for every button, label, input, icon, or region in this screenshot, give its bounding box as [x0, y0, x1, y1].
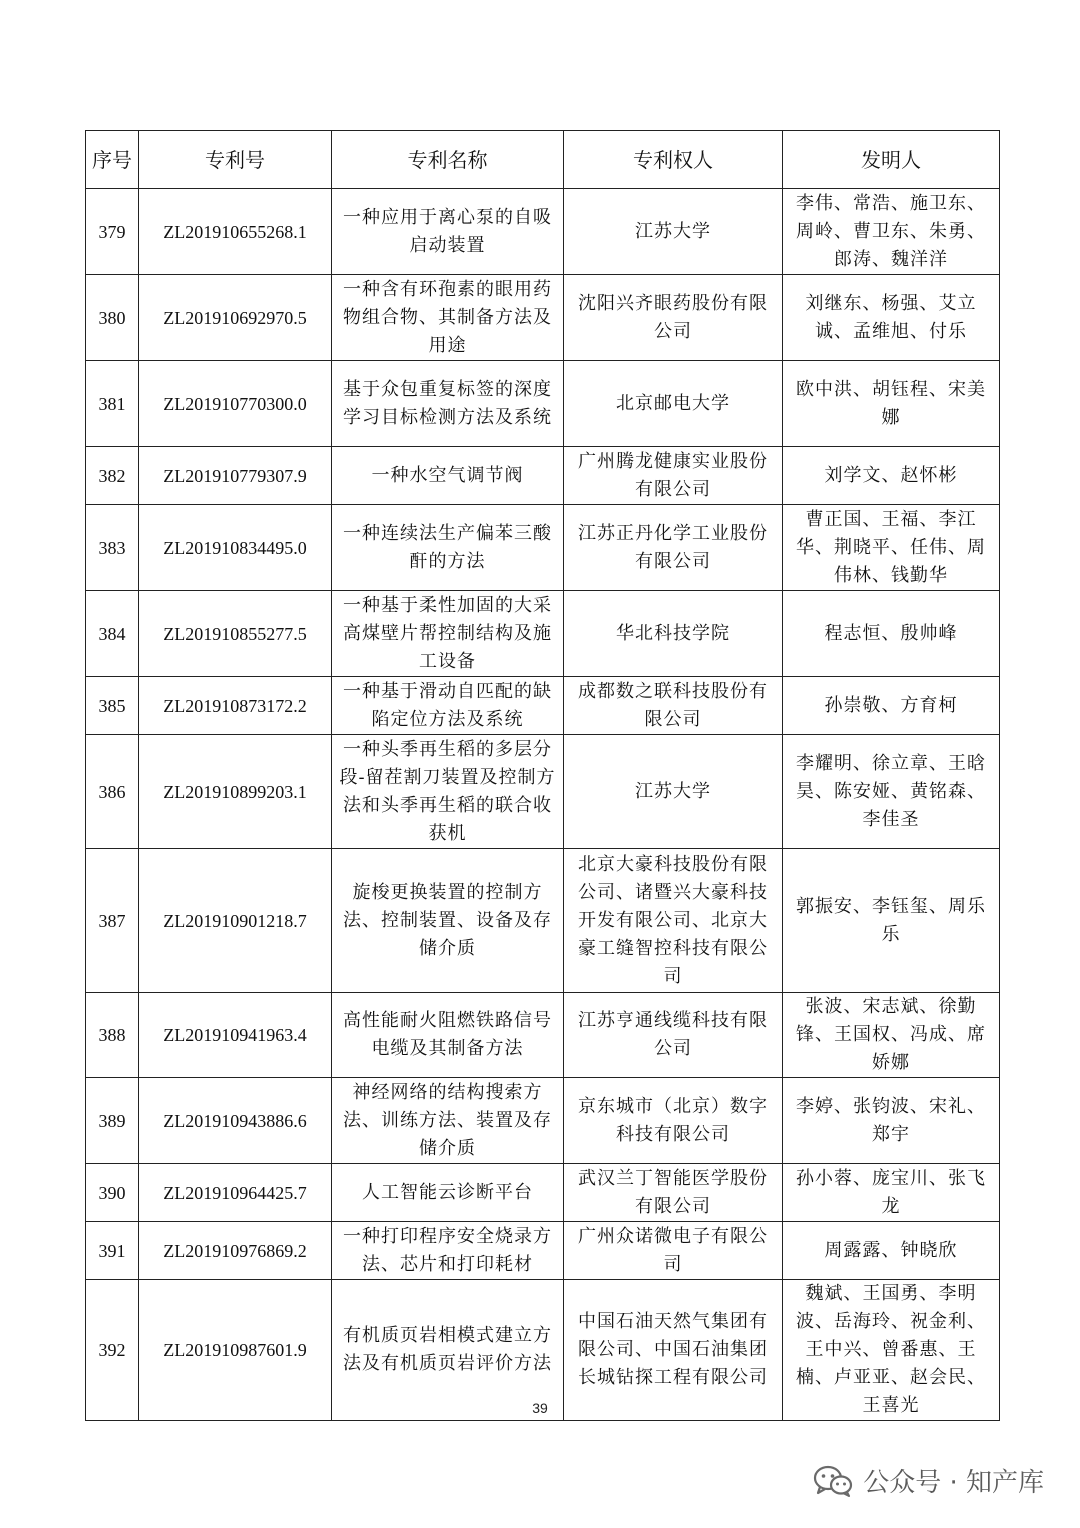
row-patent-no: ZL201910873172.2: [139, 677, 332, 735]
row-name: 有机质页岩相模式建立方法及有机质页岩评价方法: [332, 1280, 564, 1421]
row-owner: 中国石油天然气集团有限公司、中国石油集团长城钻探工程有限公司: [564, 1280, 783, 1421]
row-no: 389: [86, 1078, 139, 1164]
row-inventors: 欧中洪、胡钰程、宋美娜: [783, 361, 1000, 447]
row-inventors: 李伟、常浩、施卫东、周岭、曹卫东、朱勇、郎涛、魏洋洋: [783, 189, 1000, 275]
table-row: [86, 735, 1000, 849]
row-patent-no: ZL201910943886.6: [139, 1078, 332, 1164]
table-row: [86, 677, 1000, 735]
row-inventors: 李耀明、徐立章、王晗昊、陈安娅、黄铭森、李佳圣: [783, 735, 1000, 849]
table-row: [86, 1222, 1000, 1280]
row-inventors: 曹正国、王福、李江华、荆晓平、任伟、周伟林、钱勤华: [783, 505, 1000, 591]
table-row: [86, 447, 1000, 505]
row-owner: 京东城市（北京）数字科技有限公司: [564, 1078, 783, 1164]
row-patent-no: ZL201910779307.9: [139, 447, 332, 505]
header-inventors: 发明人: [783, 131, 1000, 189]
row-no: 382: [86, 447, 139, 505]
row-patent-no: ZL201910901218.7: [139, 849, 332, 993]
table-row: [86, 275, 1000, 361]
header-patent-no: 专利号: [139, 131, 332, 189]
row-owner: 江苏正丹化学工业股份有限公司: [564, 505, 783, 591]
row-name: 旋梭更换装置的控制方法、控制装置、设备及存储介质: [332, 849, 564, 993]
header-name: 专利名称: [332, 131, 564, 189]
row-inventors: 郭振安、李钰玺、周乐乐: [783, 849, 1000, 993]
row-patent-no: ZL201910899203.1: [139, 735, 332, 849]
row-inventors: 孙小蓉、庞宝川、张飞龙: [783, 1164, 1000, 1222]
row-no: 391: [86, 1222, 139, 1280]
row-owner: 北京大豪科技股份有限公司、诸暨兴大豪科技开发有限公司、北京大豪工缝智控科技有限公司: [564, 849, 783, 993]
row-name: 人工智能云诊断平台: [332, 1164, 564, 1222]
row-name: 一种水空气调节阀: [332, 447, 564, 505]
row-patent-no: ZL201910976869.2: [139, 1222, 332, 1280]
row-name: 一种应用于离心泵的自吸启动装置: [332, 189, 564, 275]
row-inventors: 张波、宋志斌、徐勤锋、王国权、冯成、席娇娜: [783, 993, 1000, 1078]
row-owner: 江苏大学: [564, 735, 783, 849]
row-patent-no: ZL201910987601.9: [139, 1280, 332, 1421]
row-inventors: 程志恒、殷帅峰: [783, 591, 1000, 677]
row-owner: 北京邮电大学: [564, 361, 783, 447]
row-name: 一种含有环孢素的眼用药物组合物、其制备方法及用途: [332, 275, 564, 361]
table-row: [86, 993, 1000, 1078]
row-name: 基于众包重复标签的深度学习目标检测方法及系统: [332, 361, 564, 447]
row-name: 一种基于柔性加固的大采高煤壁片帮控制结构及施工设备: [332, 591, 564, 677]
row-inventors: 刘继东、杨强、艾立诚、孟维旭、付乐: [783, 275, 1000, 361]
header-owner: 专利权人: [564, 131, 783, 189]
row-name: 一种连续法生产偏苯三酸酐的方法: [332, 505, 564, 591]
row-inventors: 魏斌、王国勇、李明波、岳海玲、祝金利、王中兴、曾番惠、王楠、卢亚亚、赵会民、王喜光: [783, 1280, 1000, 1421]
row-no: 390: [86, 1164, 139, 1222]
row-owner: 成都数之联科技股份有限公司: [564, 677, 783, 735]
wechat-icon: [813, 1465, 853, 1497]
row-inventors: 刘学文、赵怀彬: [783, 447, 1000, 505]
header-row: [86, 131, 1000, 189]
watermark-text: 公众号 · 知产库: [863, 1468, 1044, 1498]
row-patent-no: ZL201910941963.4: [139, 993, 332, 1078]
row-no: 386: [86, 735, 139, 849]
row-name: 一种打印程序安全烧录方法、芯片和打印耗材: [332, 1222, 564, 1280]
row-owner: 沈阳兴齐眼药股份有限公司: [564, 275, 783, 361]
row-no: 385: [86, 677, 139, 735]
watermark: [813, 1462, 1044, 1499]
row-inventors: 周露露、钟晓欣: [783, 1222, 1000, 1280]
row-owner: 华北科技学院: [564, 591, 783, 677]
row-owner: 武汉兰丁智能医学股份有限公司: [564, 1164, 783, 1222]
row-patent-no: ZL201910964425.7: [139, 1164, 332, 1222]
row-no: 381: [86, 361, 139, 447]
row-owner: 广州众诺微电子有限公司: [564, 1222, 783, 1280]
row-name: 一种基于滑动自匹配的缺陷定位方法及系统: [332, 677, 564, 735]
row-name: 一种头季再生稻的多层分段-留茬割刀装置及控制方法和头季再生稻的联合收获机: [332, 735, 564, 849]
row-owner: 广州腾龙健康实业股份有限公司: [564, 447, 783, 505]
row-inventors: 孙崇敬、方育柯: [783, 677, 1000, 735]
row-owner: 江苏亨通线缆科技有限公司: [564, 993, 783, 1078]
table-row: [86, 189, 1000, 275]
row-no: 387: [86, 849, 139, 993]
row-no: 384: [86, 591, 139, 677]
table-row: [86, 361, 1000, 447]
table-row: [86, 849, 1000, 993]
row-no: 380: [86, 275, 139, 361]
table-row: [86, 1164, 1000, 1222]
page-number: 39: [532, 1400, 548, 1416]
row-no: 379: [86, 189, 139, 275]
row-no: 388: [86, 993, 139, 1078]
row-name: 高性能耐火阻燃铁路信号电缆及其制备方法: [332, 993, 564, 1078]
row-patent-no: ZL201910834495.0: [139, 505, 332, 591]
table-row: [86, 591, 1000, 677]
table-row: [86, 1078, 1000, 1164]
table-row: [86, 505, 1000, 591]
header-no: 序号: [86, 131, 139, 189]
row-no: 383: [86, 505, 139, 591]
patent-table: [85, 130, 1000, 1421]
row-patent-no: ZL201910855277.5: [139, 591, 332, 677]
row-name: 神经网络的结构搜索方法、训练方法、装置及存储介质: [332, 1078, 564, 1164]
row-patent-no: ZL201910655268.1: [139, 189, 332, 275]
row-owner: 江苏大学: [564, 189, 783, 275]
row-patent-no: ZL201910770300.0: [139, 361, 332, 447]
row-patent-no: ZL201910692970.5: [139, 275, 332, 361]
row-no: 392: [86, 1280, 139, 1421]
row-inventors: 李婷、张钧波、宋礼、郑宇: [783, 1078, 1000, 1164]
